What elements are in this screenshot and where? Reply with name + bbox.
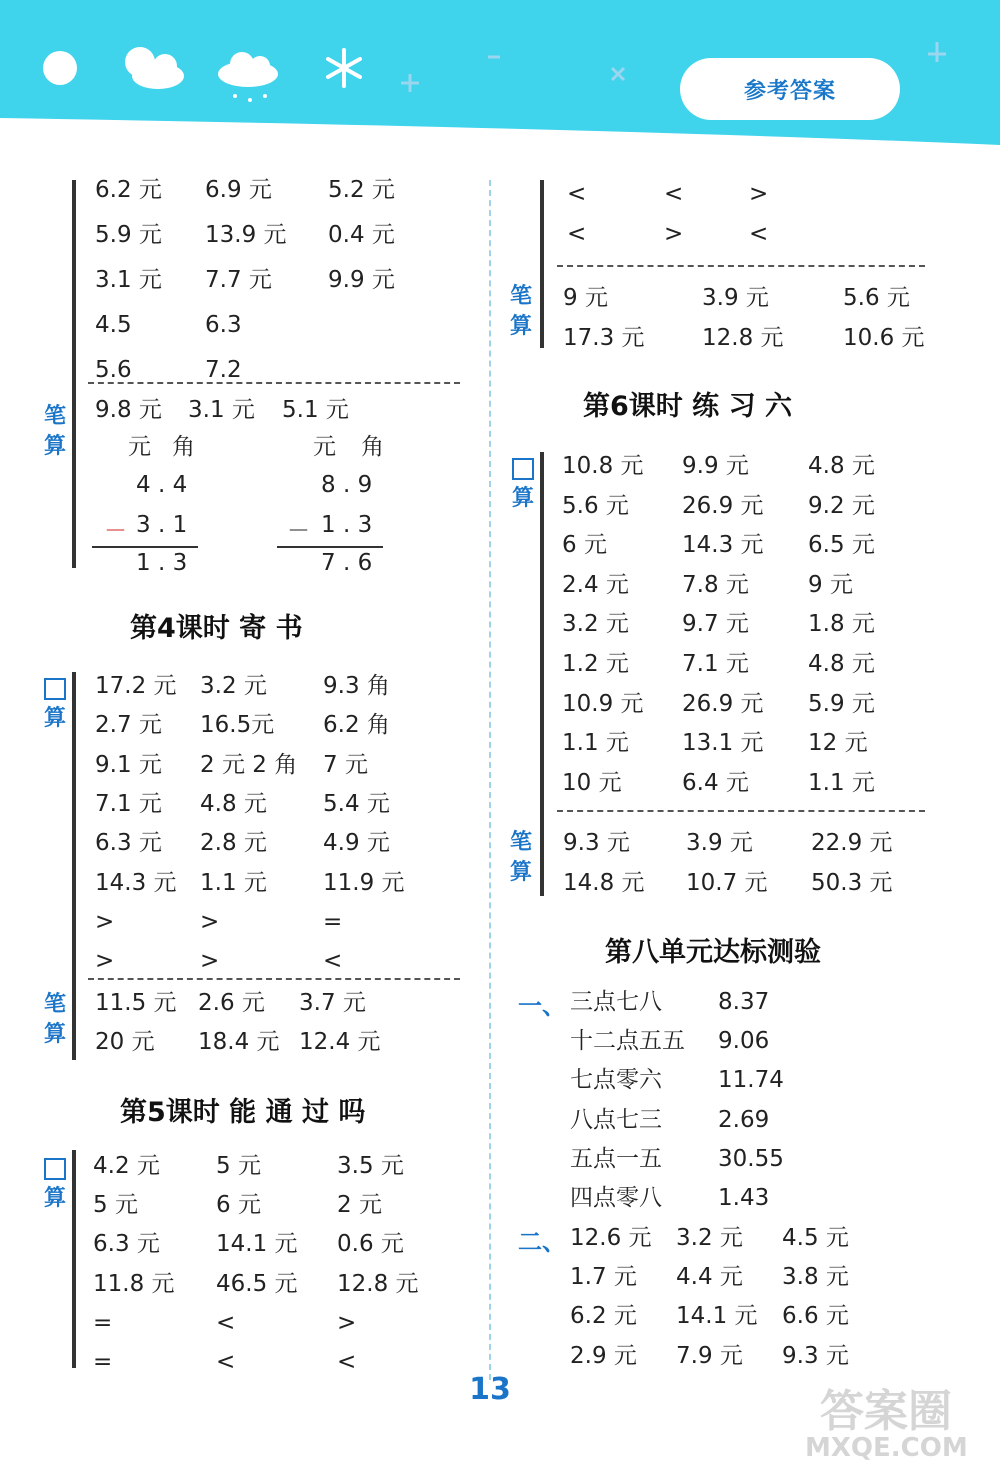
- answer-cell: 9.1 元: [95, 751, 162, 778]
- answer-cell: 4.5 元: [782, 1225, 849, 1251]
- dashed-divider: [557, 810, 925, 812]
- answer-cell: 10.9 元: [562, 690, 644, 717]
- answer-cell: 七点零六: [570, 1067, 662, 1094]
- right-bar-1: [540, 180, 544, 348]
- bi-suan-label-3: 笔 算: [509, 284, 532, 339]
- answer-cell: 4.4 元: [676, 1264, 743, 1291]
- answer-cell: 2.9 元: [570, 1342, 637, 1369]
- answer-cell: <: [216, 1349, 236, 1375]
- answer-cell: 30.55: [718, 1145, 784, 1172]
- answer-cell: 1.7 元: [570, 1264, 637, 1291]
- answer-cell: 3.9 元: [702, 285, 769, 311]
- left-bar-3: [72, 1150, 76, 1368]
- answer-cell: 18.4 元: [198, 1029, 280, 1055]
- answer-cell: 9.3 元: [782, 1342, 849, 1369]
- answer-cell: 10.7 元: [686, 870, 768, 896]
- kou-box-3: [512, 458, 534, 480]
- answer-cell: 9.8 元: [95, 397, 162, 423]
- answer-cell: 6.2 角: [323, 712, 390, 739]
- answer-cell: 1.1 元: [200, 869, 267, 896]
- answer-cell: 3.2 元: [562, 611, 629, 638]
- answer-cell: 2 元 2 角: [200, 751, 298, 778]
- answer-cell: 2.4 元: [562, 571, 629, 598]
- answer-cell: <: [749, 221, 769, 247]
- answer-cell: 14.3 元: [95, 869, 177, 896]
- answer-cell: 7.9 元: [676, 1342, 743, 1369]
- answer-cell: 6.2 元: [95, 177, 162, 203]
- answer-cell: 2.69: [718, 1106, 770, 1133]
- answer-cell: =: [93, 1309, 113, 1336]
- dashed-divider: [88, 382, 460, 384]
- answer-cell: 五点一五: [570, 1145, 662, 1172]
- lesson-6-title: 第6课时 练 习 六: [583, 391, 792, 422]
- answer-cell: 14.1 元: [216, 1231, 298, 1258]
- answer-cell: 3.2 元: [200, 673, 267, 699]
- answer-cell: 5 元: [216, 1153, 261, 1179]
- answer-cell: 26.9 元: [682, 492, 764, 519]
- answer-cell: 3.2 元: [676, 1225, 743, 1251]
- answer-cell: 3.8 元: [782, 1264, 849, 1291]
- answer-cell: 4.2 元: [93, 1153, 160, 1179]
- answer-cell: 5.4 元: [323, 790, 390, 817]
- answer-cell: 11.5 元: [95, 990, 177, 1016]
- answer-cell: <: [337, 1349, 357, 1375]
- answer-cell: 3.1 元: [95, 267, 162, 293]
- answer-cell: 50.3 元: [811, 870, 893, 896]
- answer-cell: 26.9 元: [682, 690, 764, 717]
- answer-cell: 9.7 元: [682, 611, 749, 638]
- answer-cell: <: [216, 1309, 236, 1336]
- answer-cell: 8.37: [718, 989, 770, 1015]
- kou-box-2: [44, 1158, 66, 1180]
- dashed-divider: [88, 978, 460, 980]
- answer-cell: 12.8 元: [702, 325, 784, 351]
- answer-cell: 3.9 元: [686, 830, 753, 856]
- dashed-divider: [557, 265, 925, 267]
- answer-cell: 5.6: [95, 357, 132, 383]
- answer-cell: 7.8 元: [682, 571, 749, 598]
- answer-cell: >: [337, 1309, 357, 1336]
- answer-cell: 3.5 元: [337, 1153, 404, 1179]
- right-bar-2: [540, 452, 544, 896]
- answer-cell: 9.3 角: [323, 673, 390, 699]
- answer-cell: 6 元: [216, 1192, 261, 1219]
- watermark: 答案圈 MXQE.COM: [805, 1386, 968, 1463]
- answer-cell: 20 元: [95, 1029, 155, 1055]
- answer-cell: 0.6 元: [337, 1231, 404, 1258]
- bi-suan-label-4: 笔 算: [509, 830, 532, 885]
- section-2-label: 二、: [518, 1228, 566, 1256]
- bi-suan-label-2: 笔 算: [43, 992, 66, 1047]
- answer-cell: 2.8 元: [200, 830, 267, 857]
- answer-cell: 11.8 元: [93, 1270, 175, 1297]
- answer-cell: 10 元: [562, 769, 622, 796]
- answer-cell: 4.8 元: [200, 790, 267, 817]
- answer-cell: 9.06: [718, 1028, 770, 1055]
- answer-cell: 0.4 元: [328, 222, 395, 248]
- answer-cell: 6.3: [205, 312, 242, 338]
- answer-cell: 十二点五五: [570, 1028, 685, 1055]
- kou-suan-label-3: 算: [511, 486, 534, 511]
- answer-cell: 10.6 元: [843, 325, 925, 351]
- answer-cell: 12 元: [808, 730, 868, 757]
- answer-cell: <: [567, 221, 587, 247]
- answer-cell: 13.9 元: [205, 222, 287, 248]
- answer-cell: <: [323, 948, 343, 975]
- answer-cell: 6.4 元: [682, 769, 749, 796]
- answer-cell: <: [567, 181, 587, 207]
- answer-cell: 4.8 元: [808, 453, 875, 479]
- answer-key-label: 参考答案: [680, 58, 900, 120]
- answer-cell: 6.3 元: [93, 1231, 160, 1258]
- answer-cell: 5 元: [93, 1192, 138, 1219]
- bi-suan-label-1: 笔 算: [43, 404, 66, 459]
- answer-cell: 9.3 元: [563, 830, 630, 856]
- answer-cell: 7.1 元: [682, 651, 749, 677]
- answer-cell: 9 元: [563, 285, 608, 311]
- answer-cell: 四点零八: [570, 1185, 662, 1211]
- kou-suan-label-2: 算: [43, 1186, 66, 1211]
- answer-cell: 3.1 元: [188, 397, 255, 423]
- answer-cell: 6.2 元: [570, 1303, 637, 1330]
- answer-cell: 16.5元: [200, 712, 275, 739]
- lesson-4-title: 第4课时 寄 书: [130, 613, 303, 644]
- answer-cell: 2 元: [337, 1192, 382, 1219]
- answer-cell: 1.2 元: [562, 651, 629, 677]
- answer-cell: 5.9 元: [95, 222, 162, 248]
- answer-cell: 9.2 元: [808, 492, 875, 519]
- answer-cell: =: [93, 1349, 113, 1375]
- answer-cell: 22.9 元: [811, 830, 893, 856]
- answer-cell: 1.8 元: [808, 611, 875, 638]
- answer-cell: 5.2 元: [328, 177, 395, 203]
- answer-cell: 5.6 元: [843, 285, 910, 311]
- answer-cell: 14.3 元: [682, 532, 764, 559]
- sun-icon: [43, 51, 77, 85]
- answer-cell: 八点七三: [570, 1106, 662, 1133]
- answer-cell: >: [749, 181, 769, 207]
- answer-cell: 2.6 元: [198, 990, 265, 1016]
- answer-cell: =: [323, 908, 343, 935]
- answer-cell: 12.6 元: [570, 1225, 652, 1251]
- answer-cell: 13.1 元: [682, 730, 764, 757]
- answer-cell: 1.1 元: [808, 769, 875, 796]
- answer-cell: 5.1 元: [282, 397, 349, 423]
- answer-cell: 7 元: [323, 751, 368, 778]
- page-header: [0, 0, 1000, 145]
- answer-cell: >: [664, 221, 684, 247]
- answer-cell: 6.3 元: [95, 830, 162, 857]
- answer-cell: 6 元: [562, 532, 607, 559]
- answer-cell: 7.1 元: [95, 790, 162, 817]
- lesson-5-title: 第5课时 能 通 过 吗: [120, 1097, 366, 1128]
- answer-cell: 1.43: [718, 1185, 770, 1211]
- page-number: 13: [469, 1372, 511, 1407]
- answer-cell: 12.8 元: [337, 1270, 419, 1297]
- answer-cell: 17.3 元: [563, 325, 645, 351]
- answer-cell: 14.1 元: [676, 1303, 758, 1330]
- answer-cell: 5.9 元: [808, 690, 875, 717]
- answer-cell: >: [95, 948, 115, 975]
- answer-cell: >: [95, 908, 115, 935]
- answer-cell: <: [664, 181, 684, 207]
- kou-box-1: [44, 678, 66, 700]
- answer-cell: 10.8 元: [562, 453, 644, 479]
- answer-cell: 9.9 元: [682, 453, 749, 479]
- answer-cell: 1.1 元: [562, 730, 629, 757]
- answer-cell: 14.8 元: [563, 870, 645, 896]
- answer-cell: 6.9 元: [205, 177, 272, 203]
- answer-cell: 46.5 元: [216, 1270, 298, 1297]
- section-1-label: 一、: [518, 992, 566, 1020]
- column-divider: [489, 180, 491, 1380]
- answer-cell: 9.9 元: [328, 267, 395, 293]
- answer-cell: 4.5: [95, 312, 132, 338]
- answer-cell: 7.7 元: [205, 267, 272, 293]
- answer-cell: 三点七八: [570, 989, 662, 1015]
- unit-8-title: 第八单元达标测验: [605, 937, 821, 968]
- answer-cell: 12.4 元: [299, 1029, 381, 1055]
- answer-cell: 7.2: [205, 357, 242, 383]
- answer-cell: 4.8 元: [808, 651, 875, 677]
- answer-cell: 9 元: [808, 571, 853, 598]
- answer-cell: 2.7 元: [95, 712, 162, 739]
- answer-cell: 11.9 元: [323, 869, 405, 896]
- answer-cell: 5.6 元: [562, 492, 629, 519]
- answer-cell: 11.74: [718, 1067, 784, 1094]
- answer-cell: 3.7 元: [299, 990, 366, 1016]
- left-bar-1: [72, 180, 76, 568]
- answer-cell: 6.6 元: [782, 1303, 849, 1330]
- answer-cell: 4.9 元: [323, 830, 390, 857]
- answer-cell: >: [200, 948, 220, 975]
- answer-cell: 6.5 元: [808, 532, 875, 559]
- left-bar-2: [72, 672, 76, 1060]
- answer-cell: >: [200, 908, 220, 935]
- answer-cell: 17.2 元: [95, 673, 177, 699]
- kou-suan-label-1: 算: [43, 706, 66, 731]
